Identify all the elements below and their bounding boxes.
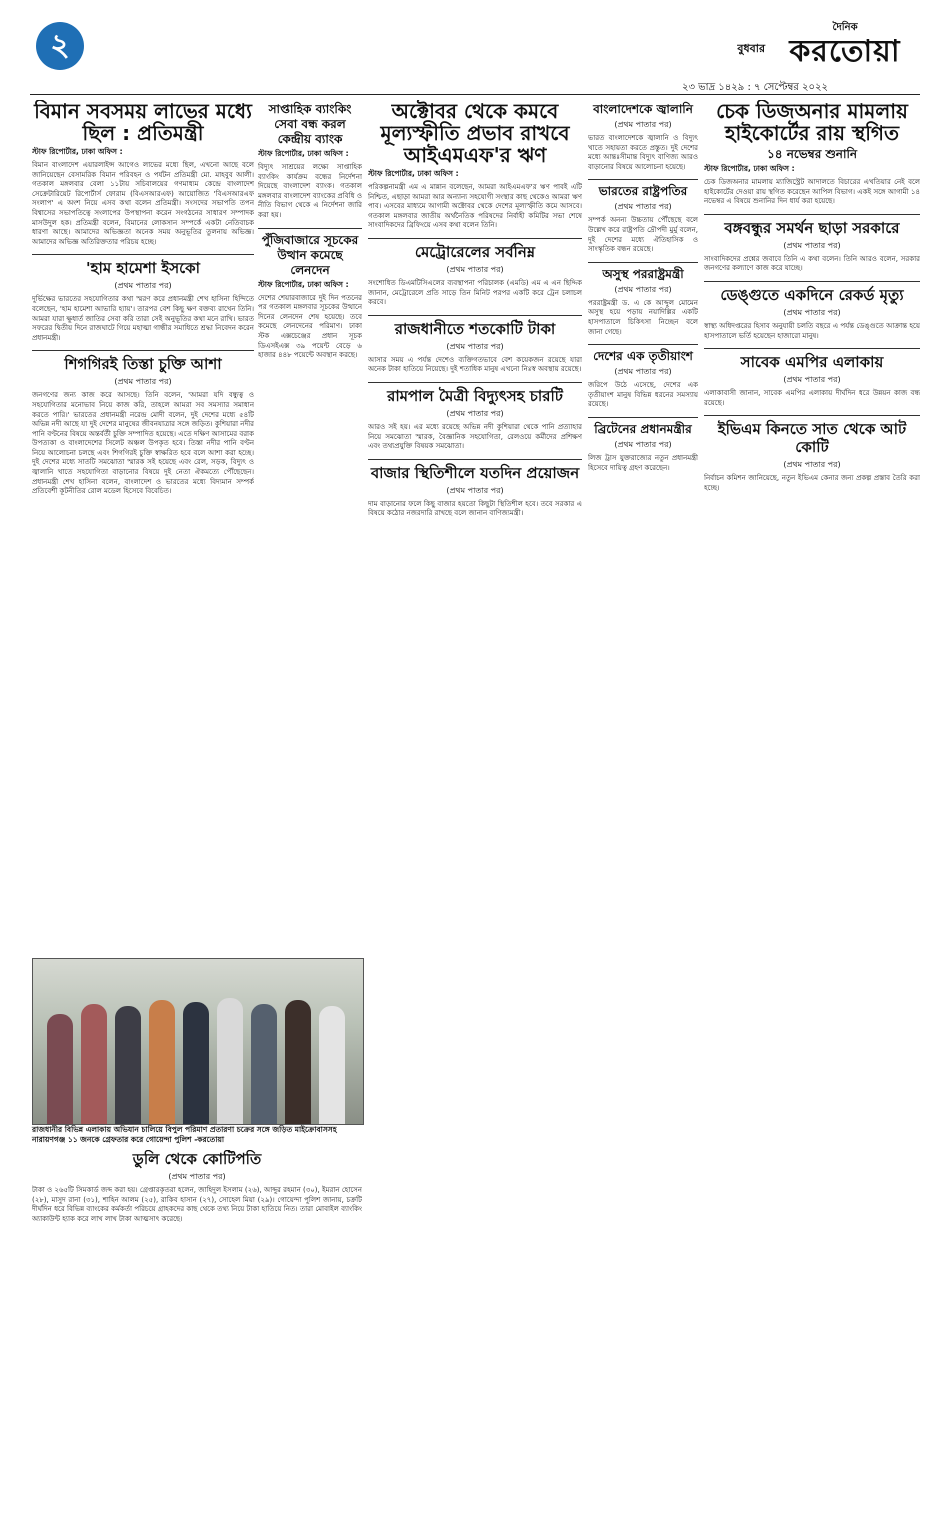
photo-figure	[217, 998, 243, 1124]
continued-label: (প্রথম পাতার পর)	[446, 341, 504, 351]
headline: রামপাল মৈত্রী বিদ্যুৎসহ চারটি	[387, 386, 563, 405]
article-stock	[258, 233, 362, 361]
article-third	[588, 349, 698, 418]
byline: স্টাফ রিপোর্টার, ঢাকা অফিস :	[258, 149, 349, 158]
article-rampal	[368, 387, 582, 460]
article-body: পরিকল্পনামন্ত্রী এম এ মান্নান বলেছেন, আমরা আইএমএফ'র ঋণ পাবই এটি নিশ্চিত, এছাড়া আমরা আর অন্যান্য সহযোগী সংস্থার কাছ থেকেও আমরা ঋণ পাব। এসবের মাধ্যমে আগামী অক্টোবর থেকে দেশের মূল্যস্ফীতি কমে আসবে। গতকাল মঙ্গলবার জাতীয় অর্থনৈতিক পরিষদের নির্বাহী কমিটির সভা শেষে সাংবাদিকদের ব্রিফিংয়ে এসব কথা বলেন তিনি।	[368, 183, 582, 230]
headline: বিমান সবসময় লাভের মধ্যে ছিল : প্রতিমন্ত্রী	[34, 100, 252, 145]
continued-label: (প্রথম পাতার পর)	[614, 284, 672, 294]
article-body: আসার সময় এ পর্যন্ত দেশেও ব্যক্তিগতভাবে বেশ কয়েকজন রয়েছে যারা অনেক টাকা হাতিয়ে নিয়েছে। দুই শতাধিক মানুষ এখনো নিঃস্ব অবস্থায় রয়েছে।	[368, 355, 582, 374]
article-body: ভারত বাংলাদেশকে জ্বালানি ও বিদ্যুৎ খাতে সহায়তা করতে প্রস্তুত। দুই দেশের মধ্যে আন্তঃসীমান্ত বিদ্যুৎ বাণিজ্য আরও বাড়ানোর বিষয়ে আলোচনা হয়েছে।	[588, 134, 698, 171]
article-body: দাম বাড়ানোর ফলে কিছু বাজার হয়তো কিছুটা স্থিতিশীল হবে। তবে সরকার এ বিষয়ে কঠোর নজরদারি রাখছে বলে জানান বাণিজ্যমন্ত্রী।	[368, 499, 582, 518]
continued-label: (প্রথম পাতার পর)	[783, 460, 841, 470]
headline: চেক ডিজঅনার মামলায় হাইকোর্টের রায় স্থগিত	[716, 100, 908, 145]
column-1	[32, 100, 254, 955]
article-body: নির্বাচন কমিশন জানিয়েছে, নতুন ইভিএম কেনার জন্য প্রকল্প প্রস্তাব তৈরি করা হচ্ছে।	[704, 474, 920, 492]
article-body: জরিপে উঠে এসেছে, দেশের এক তৃতীয়াংশ মানুষ বিভিন্ন ধরনের সমস্যায় রয়েছে।	[588, 381, 698, 409]
article-body: দেশের শেয়ারবাজারে দুই দিন পতনের পর গতকাল মঙ্গলবার সূচকের উত্থানে দিনের লেনদেন শেষ হয়েছে। তবে কমেছে লেনদেনের পরিমাণ। ঢাকা স্টক এক্সচেঞ্জের প্রধান সূচক ডিএসইএক্স ৩৯ পয়েন্ট বেড়ে ৬ হাজার ৪৪৮ পয়েন্টে অবস্থান করছে।	[258, 293, 362, 360]
article-body: এলাকাবাসী জানান, সাবেক এমপির এলাকায় দীর্ঘদিন ধরে উন্নয়ন কাজ বন্ধ রয়েছে।	[704, 389, 920, 407]
continued-label: (প্রথম পাতার পর)	[783, 375, 841, 385]
continued-label: (প্রথম পাতার পর)	[614, 120, 672, 129]
article-support	[704, 219, 920, 282]
article-body: সম্পর্ক অনন্য উচ্চতায় পৌঁছেছে বলে উল্লেখ করে রাষ্ট্রপতি দ্রৌপদী মুর্মু বলেন, দুই দেশের মধ্যে ঐতিহাসিক ও সাংস্কৃতিক বন্ধন রয়েছে।	[588, 216, 698, 254]
article-teesta	[32, 355, 254, 497]
continued-label: (প্রথম পাতার পর)	[114, 377, 172, 387]
photo-credit: -করতোয়া	[194, 1135, 225, 1144]
article-banking	[258, 102, 362, 229]
article-evm	[704, 420, 920, 493]
masthead	[0, 0, 945, 78]
headline: ডেঙ্গুতে একদিনে রেকর্ড মৃত্যু	[720, 285, 904, 304]
byline: স্টাফ রিপোর্টার, ঢাকা অফিস :	[368, 169, 459, 178]
article-market	[368, 464, 582, 519]
headline: বাজার স্থিতিশীলে যতদিন প্রয়োজন	[370, 463, 580, 482]
article-dengue	[704, 286, 920, 349]
byline: স্টাফ রিপোর্টার, ঢাকা অফিস :	[32, 147, 123, 156]
article-body: সংশোধিত ডিএমটিসিএলের ব্যবস্থাপনা পরিচালক (এমডি) এম এ এন ছিদ্দিক জানান, মেট্রোরেলে প্রতি সাড়ে তিন মিনিট পরপর একটি করে ট্রেন চলাচল করবে।	[368, 278, 582, 307]
logo-top: দৈনিক	[832, 22, 858, 33]
article-president	[588, 184, 698, 262]
headline: পুঁজিবাজারে সূচকের উত্থান কমেছে লেনদেন	[261, 232, 359, 277]
top-rule	[30, 94, 920, 95]
article-body: দুর্ভিক্ষের ভারতের সহযোগিতার কথা স্মরণ করে প্রধানমন্ত্রী শেখ হাসিনা হিন্দিতে বলেছেন, 'হাম হামেশা আভারি হ্যায়'। তারপর বেশ কিছু ক্ষণ বক্তব্য রাখেন তিনি। আমরা যারা ক্ষুধার্ত জাতির সেবা করি তারা সেই অনুভূতির কথা মনে রাখি। ভারত সফরের দ্বিতীয় দিনে রাজঘাটে গিয়ে মহাত্মা গান্ধীর সমাধিতে শ্রদ্ধা নিবেদন করেন প্রধানমন্ত্রী।	[32, 295, 254, 342]
article-ham-hamesha	[32, 259, 254, 351]
headline: ব্রিটেনের প্রধানমন্ত্রীর	[594, 421, 692, 436]
photo-figure	[251, 1004, 277, 1124]
headline: মেট্রোরেলের সর্বনিম্ন	[414, 242, 536, 261]
article-capital	[368, 320, 582, 383]
headline: ডুলি থেকে কোটিপতি	[132, 1150, 262, 1168]
article-body: টাকা ও ২৬৫টি সিমকার্ড জব্দ করা হয়। গ্রেপ্তারকৃতরা হলেন, জাহিদুল ইসলাম (২৬), আব্দুর রহমান (৩০), ইমরান হোসেন (২৮), মাসুদ রানা (৩১), শাহিন আলম (২৫), রাকিব হাসান (২৭), সোহেল মিয়া (২৯)। গোয়েন্দা পুলিশ জানায়, চক্রটি দীর্ঘদিন ধরে বিভিন্ন ব্যাংকের কর্মকর্তা পরিচয়ে গ্রাহকদের কাছ থেকে তথ্য নিয়ে টাকা হাতিয়ে নিত। তারা মোবাইল ব্যাংকিং অ্যাকাউন্ট হ্যাক করে লাখ লাখ টাকা আত্মসাৎ করেছে।	[32, 1186, 362, 1223]
column-1-bottom	[32, 1150, 362, 1510]
column-3	[368, 100, 582, 1510]
caption-text: রাজধানীর বিভিন্ন এলাকায় অভিযান চালিয়ে বিপুল পরিমাণ প্রতারণা চক্রের সঙ্গে জড়িত মাইক্রোবাসসহ নারায়ণগঞ্জ ১১ জনকে গ্রেফতার করে গোয়েন্দা পুলিশ	[32, 1125, 337, 1144]
article-body: সাংবাদিকদের প্রশ্নের জবাবে তিনি এ কথা বলেন। তিনি আরও বলেন, সরকার জনগণের কল্যাণে কাজ করে যাচ্ছে।	[704, 254, 920, 273]
headline: শিগগিরই তিস্তা চুক্তি আশা	[64, 355, 222, 374]
headline: সাবেক এমপির এলাকায়	[740, 353, 884, 372]
continued-label: (প্রথম পাতার পর)	[614, 202, 672, 212]
continued-label: (প্রথম পাতার পর)	[168, 1172, 226, 1181]
column-2	[258, 100, 362, 955]
headline: 'হাম হামেশা ইসকো	[86, 259, 200, 278]
photo-figure	[285, 1000, 311, 1124]
continued-label: (প্রথম পাতার পর)	[783, 307, 841, 317]
article-biman	[32, 100, 254, 255]
headline: অক্টোবর থেকে কমবে মূল্যস্ফীতি প্রভাব রাখবে আইএমএফ'র ঋণ	[380, 100, 570, 167]
page-number: ২	[36, 22, 84, 70]
article-body: বিদ্যুৎ সাশ্রয়ের লক্ষ্যে সাপ্তাহিক ব্যাংকিং কার্যক্রম বন্ধের নির্দেশনা দিয়েছে বাংলাদেশ ব্যাংক। গতকাল মঙ্গলবার বাংলাদেশ ব্যাংকের প্রবিধি ও নীতি বিভাগ থেকে এ নির্দেশনা জারি করা হয়।	[258, 163, 362, 219]
continued-label: (প্রথম পাতার পর)	[114, 281, 172, 291]
article-body: জনগণের জন্য কাজ করে আসছে। তিনি বলেন, 'আমরা যদি বন্ধুত্ব ও সহযোগিতার মনোভাব নিয়ে কাজ করি, তাহলে আমরা সব সমস্যার সমাধান করতে পারি।' ভারতের প্রধানমন্ত্রী নরেন্দ্র মোদী বলেন, দুই দেশের মধ্যে ৫৪টি অভিন্ন নদী আছে যা দুই দেশের মানুষের জীবনযাত্রার সঙ্গে জড়িত। কুশিয়ারা নদীর পানি বণ্টনের বিষয়ে অন্তর্বর্তী চুক্তি সম্পাদিত হয়েছে। এতে দক্ষিণ আসামের বরাক উপত্যকা ও বাংলাদেশের সিলেট অঞ্চল উপকৃত হবে। তিস্তা নদীর পানি বণ্টন নিয়ে আলোচনা চলছে এবং শিগগিরই চুক্তি স্বাক্ষরিত হবে বলে আশা করা হচ্ছে। দুই দেশের মধ্যে সাতটি সমঝোতা স্মারক সই হয়েছে এবং রেল, সড়ক, বিদ্যুৎ ও জ্বালানি খাতে সহযোগিতা বাড়ানোর বিষয়ে দুই নেতা ঐকমত্যে পৌঁছেছেন। প্রধানমন্ত্রী শেখ হাসিনা বলেন, বাংলাদেশ ও ভারতের মধ্যে বিদ্যমান সম্পর্ক প্রতিবেশী কূটনীতির রোল মডেল হিসেবে বিবেচিত।	[32, 391, 254, 496]
article-minister	[588, 267, 698, 345]
article-inflation	[368, 100, 582, 239]
newspaper-logo	[775, 20, 915, 70]
byline: স্টাফ রিপোর্টার, ঢাকা অফিস :	[704, 164, 795, 173]
article-body: পররাষ্ট্রমন্ত্রী ড. এ কে আব্দুল মোমেন অসুস্থ হয়ে পড়ায় নয়াদিল্লির একটি হাসপাতালে চিকিৎসা নিচ্ছেন বলে জানা গেছে।	[588, 298, 698, 336]
photo-figure	[115, 1006, 141, 1124]
article-britain	[588, 422, 698, 473]
article-energy	[588, 102, 698, 180]
photo-caption	[32, 1125, 362, 1145]
headline: অসুস্থ পররাষ্ট্রমন্ত্রী	[602, 266, 684, 281]
headline: রাজধানীতে শতকোটি টাকা	[394, 319, 556, 338]
photo-figure	[183, 1002, 209, 1124]
continued-label: (প্রথম পাতার পর)	[446, 485, 504, 495]
news-photo	[32, 958, 364, 1125]
article-cheque	[704, 100, 920, 215]
photo-figure	[319, 1006, 345, 1124]
continued-label: (প্রথম পাতার পর)	[614, 439, 672, 449]
article-body: চেক ডিজঅনার মামলায় ম্যাজিস্ট্রেট আদালতে বিচারের এখতিয়ার নেই বলে হাইকোর্টের দেওয়া রায় স্থগিত করেছেন আপিল বিভাগ। একই সঙ্গে আগামী ১৪ নভেম্বর এ বিষয়ে শুনানির দিন ধার্য করা হয়েছে।	[704, 178, 920, 206]
continued-label: (প্রথম পাতার পর)	[783, 240, 841, 250]
column-4	[588, 100, 698, 1510]
headline: বাংলাদেশকে জ্বালানি	[593, 102, 693, 116]
continued-label: (প্রথম পাতার পর)	[614, 367, 672, 377]
headline: বঙ্গবন্ধুর সমর্থন ছাড়া সরকারে	[724, 218, 900, 237]
byline: স্টাফ রিপোর্টার, ঢাকা অফিস :	[258, 279, 349, 289]
article-metro	[368, 243, 582, 316]
article-mp	[704, 353, 920, 416]
dateline: ২৩ ভাদ্র ১৪২৯ : ৭ সেপ্টেম্বর ২০২২	[681, 82, 829, 93]
article-body: লিজ ট্রাস যুক্তরাজ্যের নতুন প্রধানমন্ত্রী হিসেবে দায়িত্ব গ্রহণ করেছেন।	[588, 453, 698, 472]
headline: সাপ্তাহিক ব্যাংকিং সেবা বন্ধ করল কেন্দ্রীয় ব্যাংক	[268, 102, 352, 146]
day-label: বুধবার	[737, 42, 765, 55]
continued-label: (প্রথম পাতার পর)	[446, 264, 504, 274]
headline: ভারতের রাষ্ট্রপতির	[598, 184, 688, 199]
continued-label: (প্রথম পাতার পর)	[446, 408, 504, 418]
photo-figure	[47, 1014, 73, 1124]
photo-figure	[149, 1000, 175, 1124]
logo-name: করতোয়া	[789, 34, 901, 69]
article-body: বিমান বাংলাদেশ এয়ারলাইন্স আগেও লাভের মধ্যে ছিল, এখনো আছে বলে জানিয়েছেন বেসামরিক বিমান পরিবহন ও পর্যটন প্রতিমন্ত্রী মো. মাহবুব আলী। গতকাল মঙ্গলবার বেলা ১১টায় সচিবালয়ের গণমাধ্যম কেন্দ্রে বাংলাদেশ সেক্রেটারিয়েট রিপোর্টার্স ফোরাম (বিএসআরএফ) আয়োজিত 'বিএসআরএফ সংলাপ' এ অংশ নিয়ে এসব কথা বলেন প্রতিমন্ত্রী। সংসদের সভাপতি তপন বিশ্বাসের সভাপতিত্বে সংলাপের উপস্থাপনা করেন সংগঠনের সাধারণ সম্পাদক মাসউদুল হক। প্রতিমন্ত্রী বলেন, বিমানের লোকসান সম্পর্কে একটা নেতিবাচক ধারণা আছে। আমাদের অভিজ্ঞতা অনেক সময় অনুভূতির তুলনায় অভিজ্ঞ। আমাদের অভিজ্ঞ অতিরিক্ততার পরিচয় হচ্ছে।	[32, 161, 254, 246]
article-body: স্বাস্থ্য অধিদপ্তরের হিসাব অনুযায়ী চলতি বছরে এ পর্যন্ত ডেঙ্গুতে আক্রান্ত হয়ে হাসপাতালে ভর্তি হয়েছেন হাজারো মানুষ।	[704, 321, 920, 340]
article-body: আরও সই হয়। এর মধ্যে রয়েছে অভিন্ন নদী কুশিয়ারা থেকে পানি প্রত্যাহার নিয়ে সমঝোতা স্মারক, বৈজ্ঞানিক সহযোগিতা, রেলওয়ে কর্মীদের প্রশিক্ষণ এবং তথ্যপ্রযুক্তি বিষয়ক সমঝোতা।	[368, 422, 582, 451]
subheadline: ১৪ নভেম্বর শুনানি	[766, 147, 858, 161]
headline: দেশের এক তৃতীয়াংশ	[593, 349, 693, 364]
photo-figure	[81, 1004, 107, 1124]
column-5	[704, 100, 920, 1510]
headline: ইভিএম কিনতে সাত থেকে আট কোটি	[717, 420, 907, 457]
